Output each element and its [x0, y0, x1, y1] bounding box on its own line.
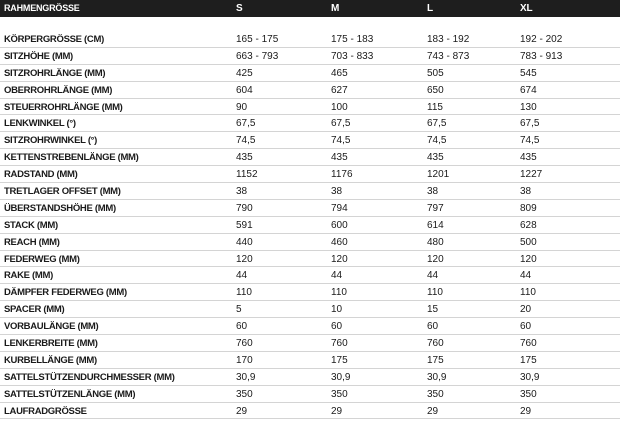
row-label: REACH (MM) [4, 236, 60, 248]
cell-xl: 30,9 [520, 371, 540, 383]
row-label: RADSTAND (MM) [4, 169, 78, 181]
cell-m: 29 [331, 405, 343, 417]
table-header [0, 0, 620, 17]
cell-l: 350 [427, 388, 444, 400]
cell-m: 175 - 183 [331, 34, 374, 45]
cell-l: 797 [427, 202, 444, 214]
row-label: SATTELSTÜTZENLÄNGE (MM) [4, 388, 136, 400]
cell-s: 663 - 793 [236, 50, 279, 62]
cell-l: 67,5 [427, 118, 447, 130]
cell-m: 38 [331, 186, 343, 198]
cell-s: 170 [236, 354, 253, 366]
cell-s: 350 [236, 388, 253, 400]
cell-xl: 674 [520, 84, 537, 96]
cell-s: 591 [236, 219, 253, 231]
row-label: OBERROHRLÄNGE (MM) [4, 84, 113, 96]
table-row [0, 183, 620, 200]
cell-m: 465 [331, 67, 348, 79]
cell-s: 440 [236, 236, 253, 248]
row-label: SPACER (MM) [4, 304, 65, 316]
cell-s: 1152 [236, 169, 258, 181]
cell-l: 38 [427, 186, 439, 198]
cell-s: 110 [236, 287, 252, 299]
cell-xl: 192 - 202 [520, 34, 563, 45]
cell-xl: 1227 [520, 169, 543, 181]
table-row [0, 301, 620, 318]
row-label: STEUERROHRLÄNGE (MM) [4, 101, 123, 113]
table-row [0, 284, 620, 301]
cell-l: 175 [427, 354, 444, 366]
row-label: KÖRPERGRÖSSE (CM) [4, 34, 104, 45]
cell-l: 115 [427, 101, 443, 113]
cell-xl: 110 [520, 287, 536, 299]
row-label: KETTENSTREBENLÄNGE (MM) [4, 152, 139, 164]
cell-s: 90 [236, 101, 248, 113]
cell-s: 30,9 [236, 371, 256, 383]
cell-xl: 435 [520, 152, 537, 164]
cell-xl: 20 [520, 304, 532, 316]
cell-s: 760 [236, 338, 253, 350]
cell-m: 175 [331, 354, 348, 366]
table-row [0, 318, 620, 335]
cell-m: 10 [331, 304, 343, 316]
cell-l: 650 [427, 84, 444, 96]
table-row [0, 200, 620, 217]
cell-l: 614 [427, 219, 444, 231]
table-row [0, 115, 620, 132]
cell-xl: 809 [520, 202, 537, 214]
cell-l: 15 [427, 304, 439, 316]
cell-xl: 760 [520, 338, 537, 350]
cell-m: 100 [331, 101, 348, 113]
table-row [0, 251, 620, 268]
cell-s: 5 [236, 304, 242, 316]
row-label: SITZROHRLÄNGE (MM) [4, 67, 106, 79]
cell-l: 120 [427, 253, 444, 265]
cell-s: 60 [236, 321, 248, 333]
cell-xl: 500 [520, 236, 537, 248]
header-frame-size: RAHMENGRÖSSE [4, 3, 80, 13]
cell-xl: 783 - 913 [520, 50, 563, 62]
table-row [0, 369, 620, 386]
cell-s: 38 [236, 186, 248, 198]
row-label: LAUFRADGRÖSSE [4, 405, 87, 417]
cell-l: 505 [427, 67, 444, 79]
row-label: LENKERBREITE (MM) [4, 338, 98, 350]
row-label: SITZROHRWINKEL (°) [4, 135, 98, 147]
cell-l: 110 [427, 287, 443, 299]
cell-s: 74,5 [236, 135, 256, 147]
header-size-m: M [331, 3, 340, 14]
header-size-xl: XL [520, 3, 533, 14]
cell-m: 67,5 [331, 118, 351, 130]
cell-s: 29 [236, 405, 248, 417]
table-row [0, 335, 620, 352]
table-row [0, 99, 620, 116]
cell-m: 60 [331, 321, 343, 333]
cell-s: 790 [236, 202, 253, 214]
cell-xl: 628 [520, 219, 537, 231]
cell-s: 435 [236, 152, 253, 164]
cell-xl: 44 [520, 270, 532, 282]
cell-m: 460 [331, 236, 348, 248]
cell-m: 435 [331, 152, 348, 164]
table-row [0, 217, 620, 234]
cell-s: 67,5 [236, 118, 256, 130]
cell-l: 1201 [427, 169, 450, 181]
cell-l: 435 [427, 152, 444, 164]
cell-xl: 350 [520, 388, 537, 400]
row-label: RAKE (MM) [4, 270, 54, 282]
cell-l: 74,5 [427, 135, 447, 147]
cell-m: 794 [331, 202, 348, 214]
row-label: LENKWINKEL (°) [4, 118, 76, 130]
cell-l: 480 [427, 236, 444, 248]
cell-xl: 29 [520, 405, 532, 417]
row-label: DÄMPFER FEDERWEG (MM) [4, 287, 127, 299]
row-label: FEDERWEG (MM) [4, 253, 80, 265]
cell-xl: 67,5 [520, 118, 540, 130]
table-row [0, 149, 620, 166]
table-body [0, 31, 620, 419]
row-label: KURBELLÄNGE (MM) [4, 354, 97, 366]
cell-l: 30,9 [427, 371, 447, 383]
table-row [0, 234, 620, 251]
cell-l: 29 [427, 405, 439, 417]
cell-m: 74,5 [331, 135, 351, 147]
cell-xl: 60 [520, 321, 532, 333]
cell-m: 120 [331, 253, 348, 265]
cell-l: 183 - 192 [427, 34, 470, 45]
cell-m: 600 [331, 219, 348, 231]
cell-m: 627 [331, 84, 348, 96]
cell-m: 1176 [331, 169, 353, 181]
cell-l: 743 - 873 [427, 50, 470, 62]
cell-m: 110 [331, 287, 347, 299]
cell-s: 120 [236, 253, 253, 265]
row-label: VORBAULÄNGE (MM) [4, 321, 99, 333]
table-row [0, 352, 620, 369]
table-row [0, 65, 620, 82]
row-label: TRETLAGER OFFSET (MM) [4, 186, 121, 198]
cell-xl: 175 [520, 354, 537, 366]
cell-s: 425 [236, 67, 253, 79]
cell-m: 760 [331, 338, 348, 350]
cell-xl: 38 [520, 186, 532, 198]
cell-xl: 545 [520, 67, 537, 79]
row-label: SITZHÖHE (MM) [4, 50, 73, 62]
table-row [0, 386, 620, 403]
table-row [0, 82, 620, 99]
cell-s: 165 - 175 [236, 34, 279, 45]
cell-xl: 74,5 [520, 135, 540, 147]
table-row [0, 403, 620, 420]
cell-s: 44 [236, 270, 248, 282]
cell-l: 760 [427, 338, 444, 350]
table-row [0, 31, 620, 48]
cell-xl: 120 [520, 253, 537, 265]
cell-m: 44 [331, 270, 343, 282]
table-row [0, 48, 620, 65]
cell-s: 604 [236, 84, 253, 96]
cell-m: 30,9 [331, 371, 351, 383]
cell-m: 703 - 833 [331, 50, 374, 62]
table-row [0, 132, 620, 149]
cell-l: 44 [427, 270, 439, 282]
row-label: STACK (MM) [4, 219, 58, 231]
table-row [0, 267, 620, 284]
header-size-l: L [427, 3, 433, 14]
cell-l: 60 [427, 321, 439, 333]
cell-m: 350 [331, 388, 348, 400]
cell-xl: 130 [520, 101, 537, 113]
table-row [0, 166, 620, 183]
header-size-s: S [236, 3, 243, 14]
row-label: SATTELSTÜTZENDURCHMESSER (MM) [4, 371, 175, 383]
row-label: ÜBERSTANDSHÖHE (MM) [4, 202, 116, 214]
